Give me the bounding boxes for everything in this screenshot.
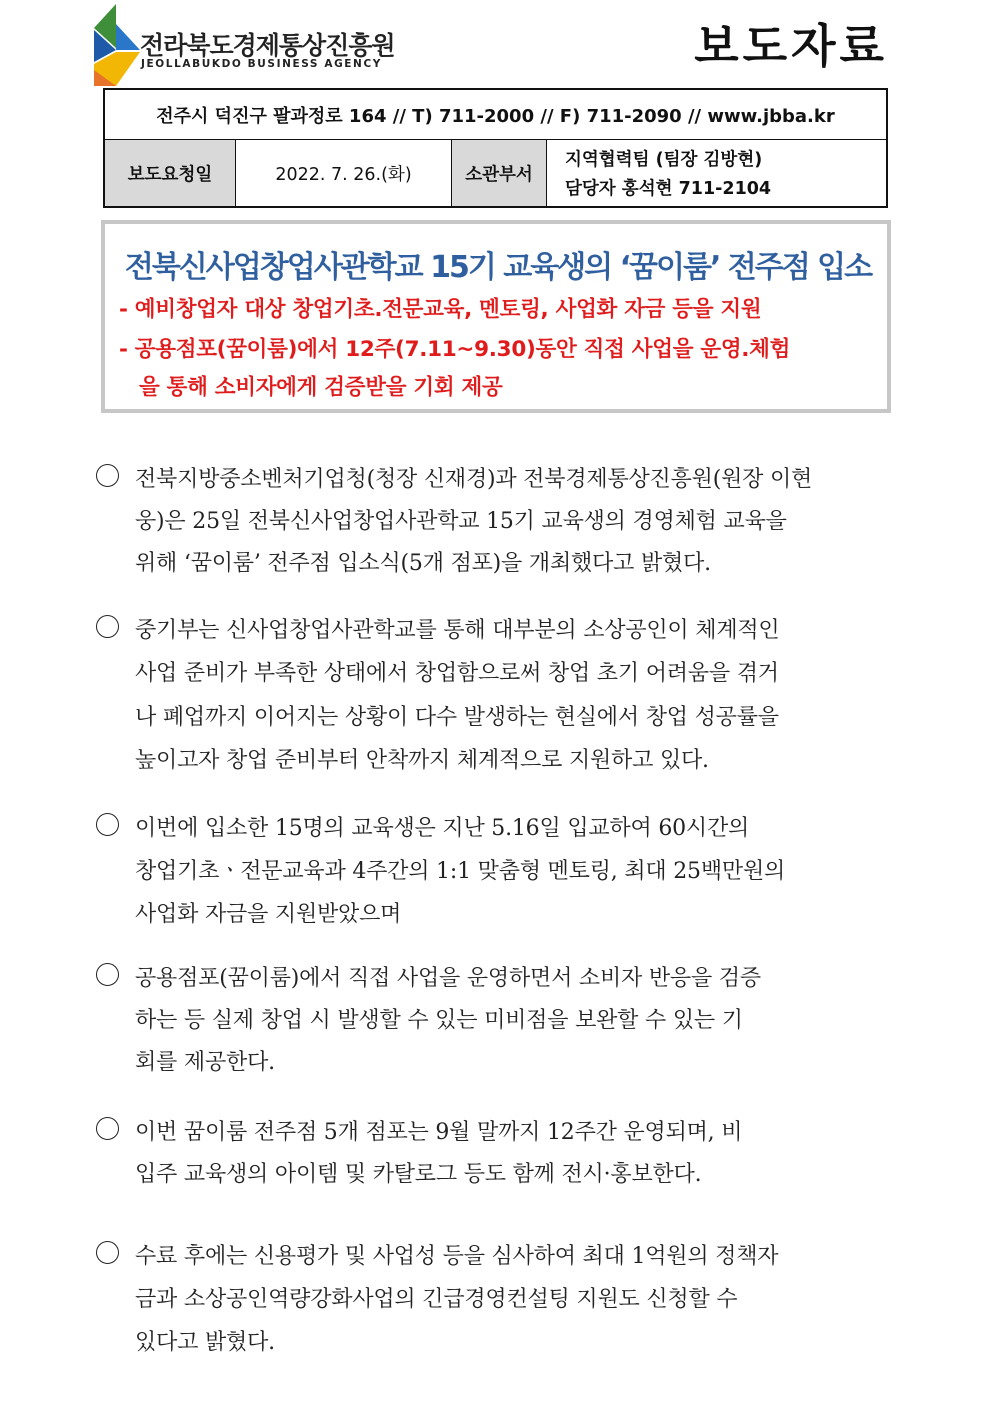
paragraph-line: 창업기초ㆍ전문교육과 4주간의 1:1 맞춤형 멘토링, 최대 25백만원의	[135, 859, 786, 884]
paragraph-line: 사업 준비가 부족한 상태에서 창업함으로써 창업 초기 어려움을 겪거	[135, 661, 779, 686]
paragraph-line: 수료 후에는 신용평가 및 사업성 등을 심사하여 최대 1억원의 정책자	[135, 1244, 779, 1269]
circle-bullet-icon	[96, 963, 119, 986]
request-date-value: 2022. 7. 26.(화)	[236, 140, 452, 206]
department-label: 소관부서	[452, 140, 547, 206]
department-team: 지역협력팀 (팀장 김방현)	[565, 150, 763, 170]
paragraph-line: 금과 소상공인역량강화사업의 긴급경영컨설팅 지원도 신청할 수	[135, 1287, 738, 1312]
press-info-table	[103, 88, 888, 208]
paragraph-line: 하는 등 실제 창업 시 발생할 수 있는 미비점을 보완할 수 있는 기	[135, 1008, 743, 1033]
document-type-title: 보도자료	[694, 19, 888, 73]
contact-address: 전주시 덕진구 팔과정로 164 // T) 711-2000 // F) 711-2090 // www.jbba.kr	[105, 90, 886, 140]
paragraph-line: 전북지방중소벤처기업청(청장 신재경)과 전북경제통상진흥원(원장 이현	[135, 467, 813, 492]
logo-mark-icon	[94, 4, 140, 86]
headline-subpoint-2: - 공용점포(꿈이룸)에서 12주(7.11~9.30)동안 직접 사업을 운영.체험	[119, 337, 791, 362]
paragraph-line: 공용점포(꿈이룸)에서 직접 사업을 운영하면서 소비자 반응을 검증	[135, 966, 761, 991]
paragraph-line: 이번 꿈이룸 전주점 5개 점포는 9월 말까지 12주간 운영되며, 비	[135, 1120, 743, 1145]
paragraph-line: 회를 제공한다.	[135, 1050, 275, 1075]
paragraph-line: 이번에 입소한 15명의 교육생은 지난 5.16일 입교하여 60시간의	[135, 816, 750, 841]
circle-bullet-icon	[96, 615, 119, 638]
circle-bullet-icon	[96, 813, 119, 836]
paragraph-line: 있다고 밝혔다.	[135, 1330, 275, 1355]
paragraph-line: 나 폐업까지 이어지는 상황이 다수 발생하는 현실에서 창업 성공률을	[135, 705, 779, 730]
body-paragraph	[96, 462, 896, 592]
press-info-row	[105, 140, 886, 206]
circle-bullet-icon	[96, 1117, 119, 1140]
headline-subpoint-1: - 예비창업자 대상 창업기초.전문교육, 멘토링, 사업화 자금 등을 지원	[119, 297, 762, 322]
paragraph-line: 사업화 자금을 지원받았으며	[135, 902, 402, 927]
headline-title: 전북신사업창업사관학교 15기 교육생의 ‘꿈이룸’ 전주점 입소	[124, 250, 872, 285]
paragraph-line: 위해 ‘꿈이룸’ 전주점 입소식(5개 점포)을 개최했다고 밝혔다.	[135, 551, 711, 576]
circle-bullet-icon	[96, 464, 119, 487]
department-value	[547, 140, 886, 206]
headline-subpoint-2-cont: 을 통해 소비자에게 검증받을 기회 제공	[139, 375, 503, 400]
org-name: 전라북도경제통상진흥원	[140, 31, 395, 60]
headline-box	[101, 220, 891, 413]
body-paragraph	[96, 811, 896, 941]
paragraph-line: 웅)은 25일 전북신사업창업사관학교 15기 교육생의 경영체험 교육을	[135, 509, 787, 534]
body-paragraph	[96, 961, 896, 1091]
department-contact: 담당자 홍석현 711-2104	[565, 179, 772, 199]
paragraph-line: 입주 교육생의 아이템 및 카탈로그 등도 함께 전시·홍보한다.	[135, 1162, 702, 1187]
paragraph-line: 중기부는 신사업창업사관학교를 통해 대부분의 소상공인이 체계적인	[135, 618, 780, 643]
body-paragraph	[96, 613, 896, 783]
request-date-label: 보도요청일	[105, 140, 236, 206]
body-paragraph	[96, 1239, 896, 1369]
organization-logo	[94, 4, 394, 90]
org-name-en: JEOLLABUKDO BUSINESS AGENCY	[141, 58, 382, 70]
body-paragraph	[96, 1115, 896, 1205]
paragraph-line: 높이고자 창업 준비부터 안착까지 체계적으로 지원하고 있다.	[135, 748, 709, 773]
circle-bullet-icon	[96, 1241, 119, 1264]
